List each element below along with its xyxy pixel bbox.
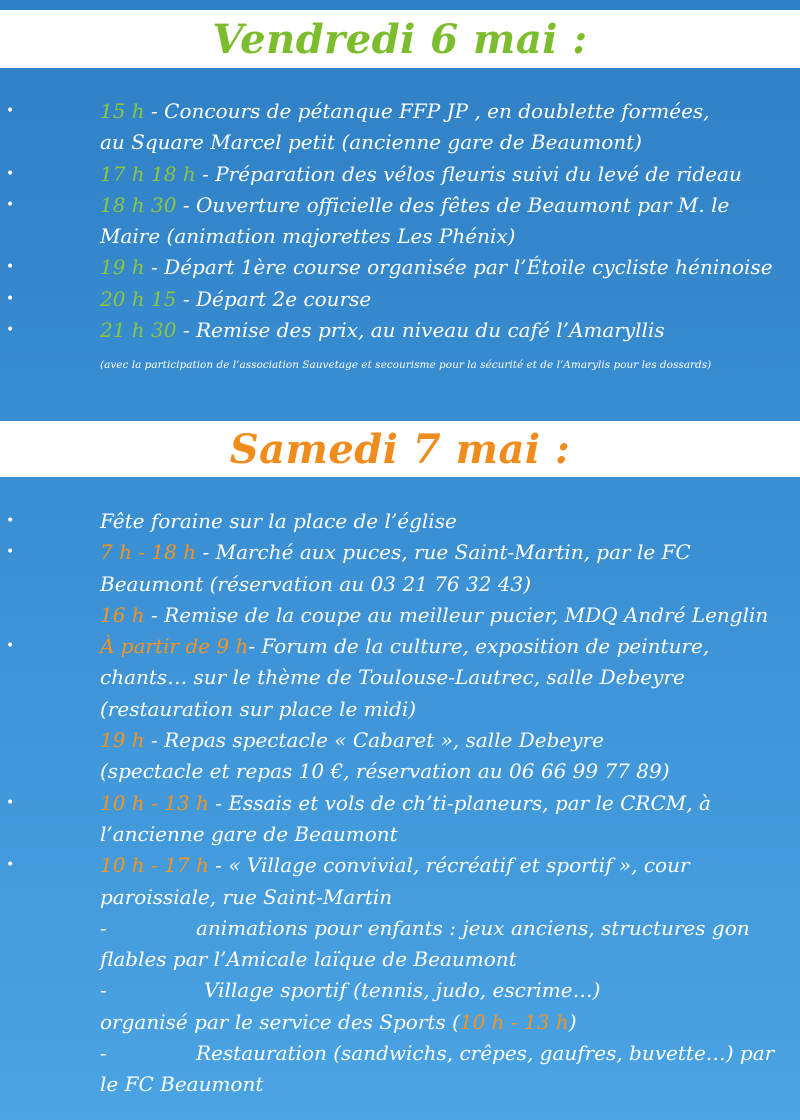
item-text: - Ouverture officielle des fêtes de Beaumont par M. le <box>176 192 730 217</box>
bullet-icon: • <box>6 196 15 213</box>
friday-item-3-cont: Maire (animation majorettes Les Phénix) <box>100 224 516 249</box>
friday-note: (avec la participation de l’association Sauvetage et secourisme pour la sécurité et de l’Amarylis pour les dossards) <box>100 359 712 372</box>
item-time: 16 h <box>100 602 145 627</box>
catering <box>0 1038 800 1069</box>
bullet-icon: • <box>6 259 15 276</box>
item-text: - Repas spectacle « Cabaret », salle Debeyre <box>144 728 604 753</box>
item-text: - Remise de la coupe au meilleur pucier, MDQ André Lenglin <box>144 602 769 627</box>
item-time: 15 h <box>100 99 145 123</box>
cup-award <box>0 600 800 631</box>
dash: - <box>100 915 107 940</box>
saturday-section <box>0 506 800 1101</box>
dash: - <box>100 1041 107 1066</box>
friday-header <box>0 10 800 68</box>
item-time: 10 h - 13 h <box>100 790 209 815</box>
saturday-item-flea-market <box>0 537 800 568</box>
item-text: - Préparation des vélos fleuris suivi du levé de rideau <box>195 161 742 186</box>
friday-title: Vendredi 6 mai : <box>212 15 588 63</box>
item-time: 17 h 18 h <box>100 161 196 186</box>
cabaret-cont: (spectacle et repas 10 €, réservation au 06 66 99 77 89) <box>100 759 670 784</box>
item-text: - Forum de la culture, exposition de peinture, <box>248 634 710 659</box>
bullet-icon: • <box>6 794 15 811</box>
saturday-item-forum <box>0 631 800 662</box>
item-time: 10 h - 13 h <box>459 1009 569 1034</box>
item-text: - Essais et vols de ch’ti-planeurs, par le CRCM, à <box>208 790 711 815</box>
item-text: Village sportif (tennis, judo, escrime…) <box>204 978 601 1003</box>
item-time: 21 h 30 <box>100 318 177 343</box>
item-time: 20 h 15 <box>100 286 177 311</box>
kids-activities <box>0 913 800 944</box>
sports-village-cont <box>0 1007 800 1038</box>
friday-item-2 <box>0 159 800 190</box>
friday-item-1 <box>0 96 800 127</box>
bullet-icon: • <box>6 544 15 561</box>
bullet-icon: • <box>6 638 15 655</box>
saturday-title: Samedi 7 mai : <box>229 425 571 473</box>
forum-cont-2: (restauration sur place le midi) <box>100 696 417 721</box>
item-text: - Remise des prix, au niveau du café l’Amaryllis <box>176 318 665 343</box>
friday-item-4 <box>0 252 800 283</box>
item-text: - Concours de pétanque FFP JP , en doublette formées, <box>144 99 710 123</box>
friday-item-3 <box>0 190 800 221</box>
gliders-cont: l’ancienne gare de Beaumont <box>100 821 398 846</box>
item-text: - Marché aux puces, rue Saint-Martin, par le FC <box>196 540 691 565</box>
item-time: 19 h <box>100 728 145 753</box>
friday-section <box>0 96 800 373</box>
bullet-icon: • <box>6 290 15 307</box>
bullet-icon: • <box>6 322 15 339</box>
friday-item-6 <box>0 315 800 346</box>
item-time: À partir de 9 h <box>100 634 249 659</box>
saturday-item-gliders <box>0 788 800 819</box>
catering-cont: le FC Beaumont <box>100 1072 264 1097</box>
flea-market-cont: Beaumont (réservation au 03 21 76 32 43) <box>100 571 532 596</box>
item-text: - Départ 2e course <box>176 286 372 311</box>
item-text: - « Village convivial, récréatif et sportif », cour <box>208 853 690 878</box>
friday-item-1-cont: au Square Marcel petit (ancienne gare de Beaumont) <box>100 130 642 155</box>
item-text: Restauration (sandwichs, crêpes, gaufres, buvette…) par <box>196 1041 775 1066</box>
saturday-item-village <box>0 850 800 881</box>
saturday-item-fair <box>0 506 800 537</box>
cabaret <box>0 725 800 756</box>
friday-item-5 <box>0 284 800 315</box>
sports-village <box>0 975 800 1006</box>
item-time: 19 h <box>100 255 145 280</box>
bullet-icon: • <box>6 103 15 119</box>
item-text-end: ) <box>568 1009 577 1034</box>
village-cont: paroissiale, rue Saint-Martin <box>100 884 393 909</box>
bullet-icon: • <box>6 513 15 529</box>
saturday-header <box>0 421 800 477</box>
bullet-icon: • <box>6 857 15 874</box>
item-time: 10 h - 17 h <box>100 853 209 878</box>
item-time: 18 h 30 <box>100 192 177 217</box>
item-text: animations pour enfants : jeux anciens, structures gon <box>196 915 750 940</box>
item-text: Fête foraine sur la place de l’église <box>100 509 457 533</box>
dash: - <box>100 978 107 1003</box>
kids-activities-cont: flables par l’Amicale laïque de Beaumont <box>100 947 517 972</box>
forum-cont: chants… sur le thème de Toulouse-Lautrec, salle Debeyre <box>100 665 685 690</box>
item-text: organisé par le service des Sports ( <box>100 1009 460 1034</box>
bullet-icon: • <box>6 165 15 182</box>
item-time: 7 h - 18 h <box>100 540 197 565</box>
item-text: - Départ 1ère course organisée par l’Étoile cycliste héninoise <box>144 255 773 280</box>
